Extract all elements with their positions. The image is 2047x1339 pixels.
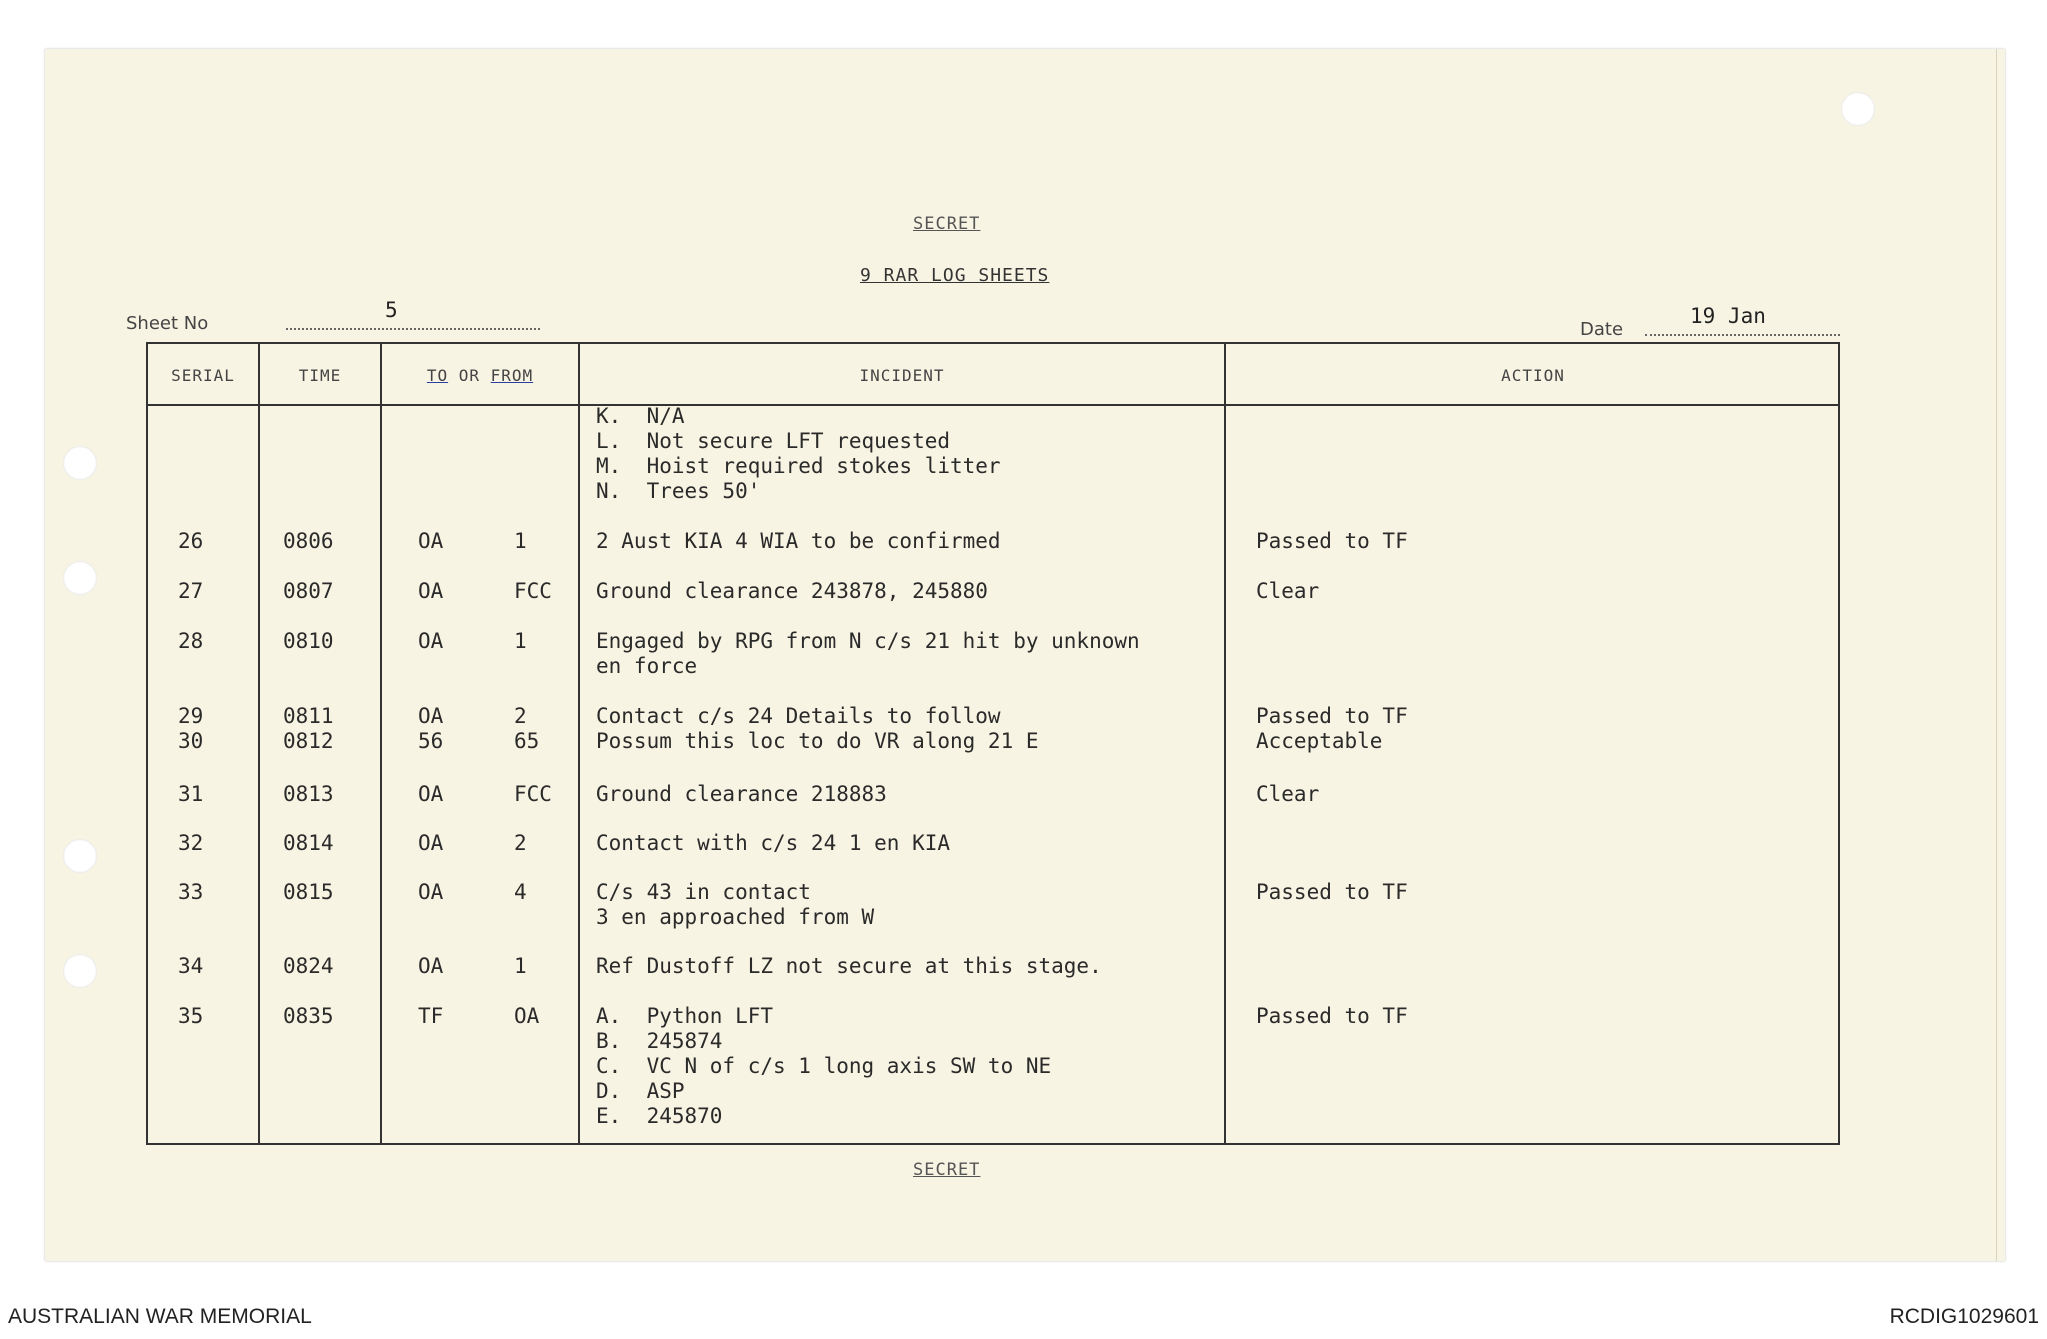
binder-hole xyxy=(63,839,97,873)
cell-serial: 28 xyxy=(178,629,204,653)
cell-to: OA xyxy=(418,954,444,978)
cell-from: 4 xyxy=(514,880,527,904)
cell-time: 0813 xyxy=(283,782,334,806)
cell-time: 0810 xyxy=(283,629,334,653)
archive-credit: AUSTRALIAN WAR MEMORIAL xyxy=(8,1305,312,1328)
binder-hole xyxy=(63,446,97,480)
cell-time: 0815 xyxy=(283,880,334,904)
cell-time: 0814 xyxy=(283,831,334,855)
cell-serial: 29 30 xyxy=(178,704,204,753)
cell-incident: Ground clearance 218883 xyxy=(596,782,887,806)
sheet-number-label: Sheet No xyxy=(126,313,209,334)
sheet-number-value: 5 xyxy=(385,298,398,322)
header-or: OR xyxy=(458,366,480,385)
cell-serial: 27 xyxy=(178,579,204,603)
header-to-or-from xyxy=(382,366,578,385)
cell-from: 2 xyxy=(514,831,527,855)
cell-incident: Ground clearance 243878, 245880 xyxy=(596,579,988,603)
cell-action: Passed to TF Acceptable xyxy=(1256,704,1408,753)
cell-time: 0811 0812 xyxy=(283,704,334,753)
header-time: TIME xyxy=(298,366,342,385)
cell-to: OA xyxy=(418,880,444,904)
cell-action: Passed to TF xyxy=(1256,1004,1408,1028)
cell-to: OA xyxy=(418,529,444,553)
classification-top: SECRET xyxy=(913,214,981,234)
cell-from: OA xyxy=(514,1004,540,1028)
binder-hole xyxy=(63,561,97,595)
cell-action: Clear xyxy=(1256,579,1320,603)
binder-hole xyxy=(63,954,97,988)
cell-from: FCC xyxy=(514,579,552,603)
cell-serial: 33 xyxy=(178,880,204,904)
cell-to: OA 56 xyxy=(418,704,444,753)
cell-incident: A. Python LFT B. 245874 C. VC N of c/s 1 long axis SW to NE D. ASP E. 245870 xyxy=(596,1004,1052,1128)
cell-incident: Contact with c/s 24 1 en KIA xyxy=(596,831,951,855)
cell-incident: Contact c/s 24 Details to follow Possum this loc to do VR along 21 E xyxy=(596,704,1039,753)
cell-from: 2 65 xyxy=(514,704,540,753)
cell-incident: Ref Dustoff LZ not secure at this stage. xyxy=(596,954,1102,978)
date-label: Date xyxy=(1580,319,1624,340)
cell-incident: K. N/A L. Not secure LFT requested M. Hoist required stokes litter N. Trees 50' xyxy=(596,404,1001,503)
cell-action: Passed to TF xyxy=(1256,529,1408,553)
header-from: FROM xyxy=(490,366,534,385)
date-value: 19 Jan xyxy=(1690,304,1766,328)
cell-serial: 35 xyxy=(178,1004,204,1028)
cell-from: 1 xyxy=(514,529,527,553)
cell-to: OA xyxy=(418,831,444,855)
cell-incident: 2 Aust KIA 4 WIA to be confirmed xyxy=(596,529,1001,553)
cell-serial: 31 xyxy=(178,782,204,806)
paper-edge xyxy=(1996,49,1997,1261)
cell-from: 1 xyxy=(514,629,527,653)
punch-hole xyxy=(1841,92,1875,126)
header-serial: SERIAL xyxy=(171,366,235,385)
cell-from: FCC xyxy=(514,782,552,806)
cell-action: Clear xyxy=(1256,782,1320,806)
classification-bottom: SECRET xyxy=(913,1160,981,1180)
cell-to: OA xyxy=(418,629,444,653)
cell-to: TF xyxy=(418,1004,444,1028)
cell-time: 0835 xyxy=(283,1004,334,1028)
header-action: ACTION xyxy=(1501,366,1565,385)
sheet-number-dotted-line xyxy=(286,316,540,330)
cell-time: 0806 xyxy=(283,529,334,553)
cell-serial: 34 xyxy=(178,954,204,978)
cell-to: OA xyxy=(418,782,444,806)
archive-reference-id: RCDIG1029601 xyxy=(1889,1305,2039,1328)
cell-incident: C/s 43 in contact 3 en approached from W xyxy=(596,880,875,929)
page-title: 9 RAR LOG SHEETS xyxy=(860,265,1050,286)
cell-serial: 26 xyxy=(178,529,204,553)
log-table xyxy=(146,342,1840,1145)
cell-to: OA xyxy=(418,579,444,603)
cell-incident: Engaged by RPG from N c/s 21 hit by unknown en force xyxy=(596,629,1140,678)
cell-action: Passed to TF xyxy=(1256,880,1408,904)
header-to: TO xyxy=(426,366,449,385)
cell-serial: 32 xyxy=(178,831,204,855)
cell-time: 0824 xyxy=(283,954,334,978)
cell-from: 1 xyxy=(514,954,527,978)
header-incident: INCIDENT xyxy=(859,366,945,385)
cell-time: 0807 xyxy=(283,579,334,603)
